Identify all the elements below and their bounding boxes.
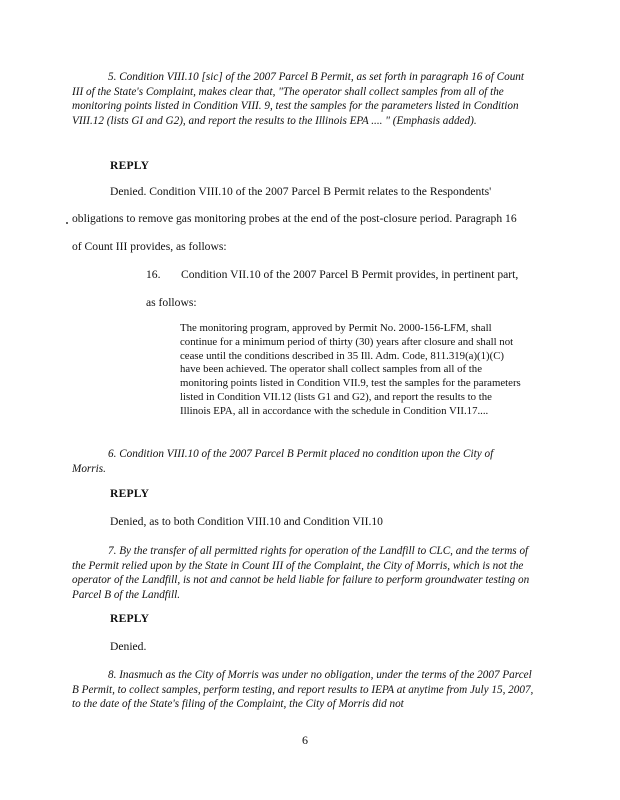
reply-2-text: Denied, as to both Condition VIII.10 and Condition VII.10 bbox=[110, 515, 383, 528]
paragraph-8: 8. Inasmuch as the City of Morris was under no obligation, under the terms of the 2007 Parcel B Permit, to collect samples, perform testing, and report results to IEPA at anytime from July 15, 2007, to the date of the State's filing of the Complaint, the City of Morris did not bbox=[72, 669, 534, 711]
reply-heading-1: REPLY bbox=[110, 159, 150, 172]
paragraph-16-line-2: as follows: bbox=[146, 296, 197, 309]
paragraph-5: 5. Condition VIII.10 [sic] of the 2007 Parcel B Permit, as set forth in paragraph 16 of Count III of the State's Complaint, makes clear that, "The operator shall collect samples from all of the monitoring points listed in Condition VIII. 9, test the samples for the parameters listed in Condition VIII.12 (lists GI and G2), and report the results to the Illinois EPA .... " (Emphasis added). bbox=[72, 71, 524, 127]
reply-1-line-2: obligations to remove gas monitoring probes at the end of the post-closure period. Paragraph 16 bbox=[72, 212, 517, 225]
reply-heading-3: REPLY bbox=[110, 612, 150, 625]
paragraph-6: 6. Condition VIII.10 of the 2007 Parcel B Permit placed no condition upon the City of Morris. bbox=[72, 448, 494, 475]
paragraph-7: 7. By the transfer of all permitted rights for operation of the Landfill to CLC, and the terms of the Permit relied upon by the State in Count III of the Complaint, the City of Morris, which is not the operator of the Landfill, is not and cannot be held liable for failure to perform groundwater testing on Parcel B of the Landfill. bbox=[72, 545, 530, 601]
reply-1-line-3: of Count III provides, as follows: bbox=[72, 240, 227, 253]
reply-heading-2: REPLY bbox=[110, 487, 150, 500]
reply-3-text: Denied. bbox=[110, 640, 147, 653]
paragraph-16-line-1: Condition VII.10 of the 2007 Parcel B Permit provides, in pertinent part, bbox=[181, 268, 519, 281]
block-quote: The monitoring program, approved by Permit No. 2000-156-LFM, shall continue for a minimum period of thirty (30) years after closure and shall not cease until the conditions described in 35 Ill. Adm. Code, 811.319(a)(1)(C) have been achieved. The operator shall collect samples from all of the monitoring points listed in Condition VII.9, test the samples for the parameters listed in Condition VII.12 (lists G1 and G2), and report the results to the Illinois EPA, all in accordance with the schedule in Condition VII.17.... bbox=[180, 322, 521, 417]
reply-1-line-1: Denied. Condition VIII.10 of the 2007 Parcel B Permit relates to the Respondents' bbox=[110, 185, 492, 198]
paragraph-16-number: 16. bbox=[146, 268, 161, 281]
page-number: 6 bbox=[302, 733, 308, 747]
scan-speck bbox=[66, 222, 68, 224]
